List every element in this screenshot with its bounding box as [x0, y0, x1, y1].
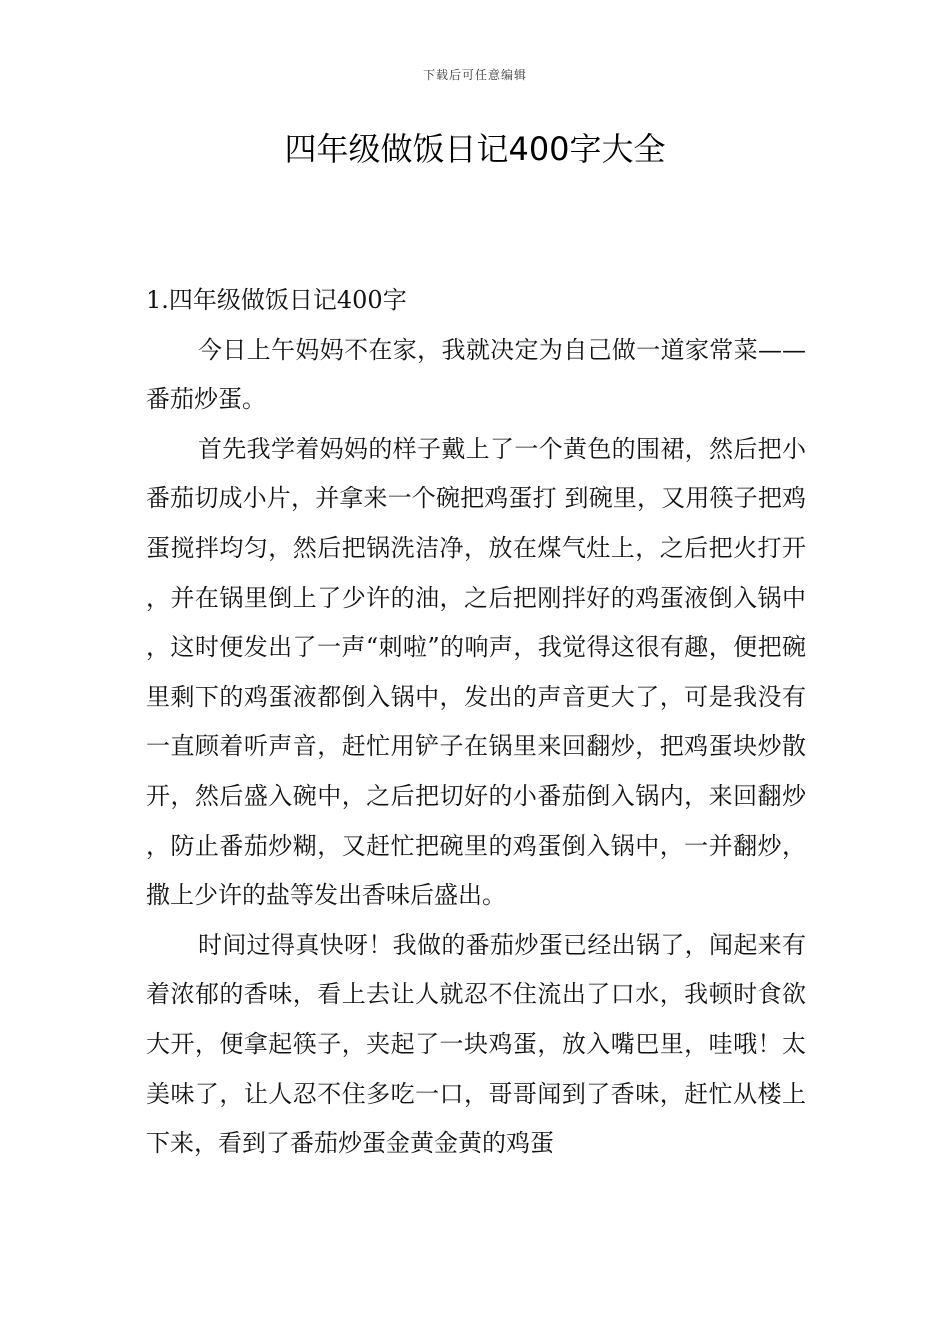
section-heading: 1.四年级做饭日记400字 [146, 286, 407, 314]
document-body [146, 276, 806, 1169]
page-title: 四年级做饭日记400字大全 [284, 130, 666, 168]
header-note: 下载后可任意编辑 [422, 68, 527, 82]
paragraph-3: 时间过得真快呀！我做的番茄炒蛋已经出锅了，闻起来有着浓郁的香味，看上去让人就忍不住流出了口水，我顿时食欲大开，便拿起筷子，夹起了一块鸡蛋，放入嘴巴里，哇哦！太美味了，让人忍不住多吃一口，哥哥闻到了香味，赶忙从楼上下来，看到了番茄炒蛋金黄金黄的鸡蛋 [146, 930, 806, 1158]
paragraph-2: 首先我学着妈妈的样子戴上了一个黄色的围裙，然后把小番茄切成小片，并拿来一个碗把鸡蛋打 到碗里，又用筷子把鸡蛋搅拌均匀，然后把锅洗洁净，放在煤气灶上，之后把火打开，并在锅里倒上了少许的油，之后把刚拌好的鸡蛋液倒入锅中，这时便发出了一声“刺啦”的响声，我觉得这很有趣，便把碗里剩下的鸡蛋液都倒入锅中，发出的声音更大了，可是我没有一直顾着听声音，赶忙用铲子在锅里来回翻炒，把鸡蛋块炒散开，然后盛入碗中，之后把切好的小番茄倒入锅内，来回翻炒，防止番茄炒糊，又赶忙把碗里的鸡蛋倒入锅中，一并翻炒，撒上少许的盐等发出香味后盛出。 [146, 434, 806, 910]
paragraph-1: 今日上午妈妈不在家，我就决定为自己做一道家常菜——番茄炒蛋。 [146, 335, 806, 414]
